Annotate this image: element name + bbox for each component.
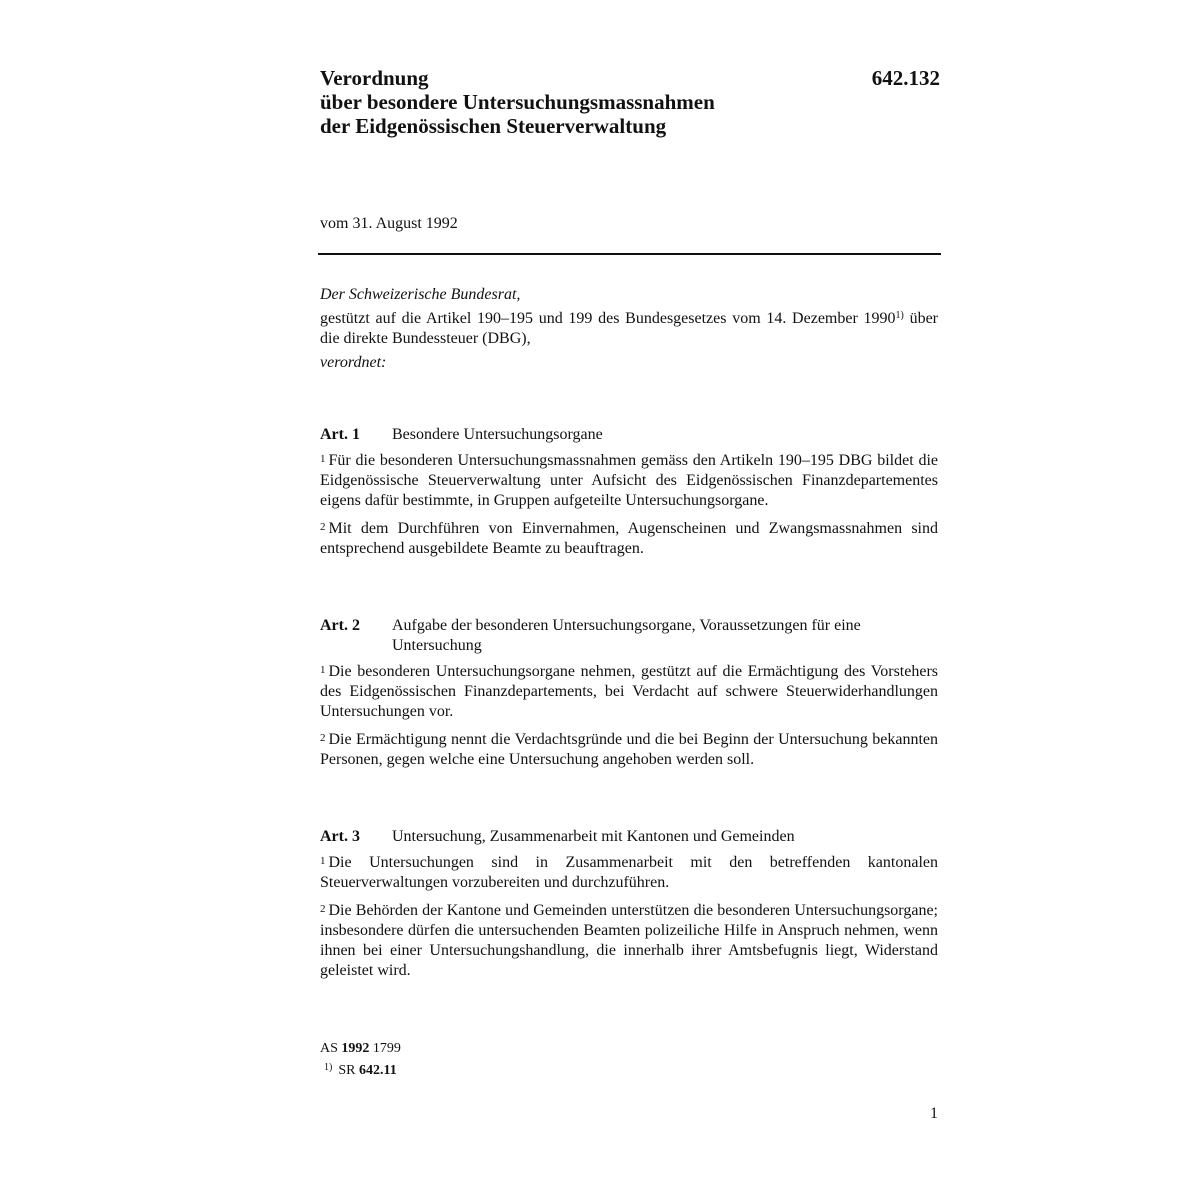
paragraph-number: 2	[320, 903, 326, 915]
header-divider	[318, 253, 941, 255]
preamble-basis-text: gestützt auf die Artikel 190–195 und 199 des Bundesgesetzes vom 14. Dezember 1990	[320, 310, 896, 327]
article-title: Untersuchung, Zusammenarbeit mit Kantonen und Gemeinden	[392, 828, 795, 845]
sr-prefix: SR	[338, 1063, 356, 1078]
paragraph-text: Für die besonderen Untersuchungsmassnahmen gemäss den Artikeln 190–195 DBG bildet die Eidgenössische Steuerverwaltung unter Aufsicht des Eidgenössischen Finanzdepartementes eigens dafür bestimmte, in Gruppen aufgeteilte Untersuchungsorgane.	[320, 452, 938, 509]
preamble-authority: Der Schweizerische Bundesrat,	[320, 286, 521, 303]
paragraph-number: 1	[320, 855, 326, 867]
paragraph-text: Die Untersuchungen sind in Zusammenarbeit mit den betreffenden kantonalen Steuerverwaltungen vorzubereiten und durchzuführen.	[320, 854, 938, 891]
as-year: 1992	[341, 1041, 370, 1056]
title-line-3: der Eidgenössischen Steuerverwaltung	[320, 114, 667, 138]
preamble	[320, 285, 938, 377]
article-paragraph	[320, 899, 938, 981]
article-number: Art. 2	[320, 617, 360, 634]
article-paragraph	[320, 449, 938, 511]
article-number: Art. 1	[320, 426, 360, 443]
article-heading	[320, 827, 938, 847]
page-number: 1	[930, 1105, 938, 1122]
sr-number: 642.132	[871, 66, 940, 90]
paragraph-number: 1	[320, 664, 326, 676]
sr-reference: 642.11	[358, 1063, 397, 1078]
paragraph-text: Mit dem Durchführen von Einvernahmen, Augenscheinen und Zwangsmassnahmen sind entsprechend ausgebildete Beamte zu beauftragen.	[320, 520, 938, 557]
article-number: Art. 3	[320, 828, 360, 845]
enactment-date: vom 31. August 1992	[320, 215, 458, 232]
official-compilation-ref	[320, 1039, 401, 1058]
preamble-basis-text-end: über die direkte Bundessteuer (DBG),	[320, 310, 938, 347]
article-1	[320, 425, 938, 565]
as-page: 1799	[372, 1041, 401, 1056]
title-line-2: über besondere Untersuchungsmassnahmen	[320, 90, 715, 114]
paragraph-text: Die besonderen Untersuchungsorgane nehmen, gestützt auf die Ermächtigung des Vorstehers des Eidgenössischen Finanzdepartements, bei Verdacht auf schwere Steuerwiderhandlungen Untersuchungen vor.	[320, 663, 938, 720]
article-paragraph	[320, 660, 938, 722]
paragraph-text: Die Ermächtigung nennt die Verdachtsgründe und die bei Beginn der Untersuchung bekannten Personen, gegen welche eine Untersuchung angehoben werden soll.	[320, 731, 938, 768]
article-2	[320, 616, 938, 776]
preamble-footnote-mark: 1)	[895, 310, 904, 321]
footnotes	[320, 1039, 401, 1080]
paragraph-number: 1	[320, 453, 326, 465]
article-title: Aufgabe der besonderen Untersuchungsorgane, Voraussetzungen für eine Untersuchung	[392, 617, 861, 654]
preamble-basis	[320, 309, 938, 349]
document-page	[320, 0, 940, 1200]
article-paragraph	[320, 517, 938, 559]
article-heading	[320, 616, 938, 656]
article-paragraph	[320, 728, 938, 770]
article-3	[320, 827, 938, 987]
footnote-1	[320, 1058, 401, 1080]
article-paragraph	[320, 851, 938, 893]
document-title	[320, 66, 840, 138]
paragraph-number: 2	[320, 732, 326, 744]
as-prefix: AS	[320, 1041, 338, 1056]
preamble-decree: verordnet:	[320, 354, 387, 371]
paragraph-number: 2	[320, 521, 326, 533]
article-heading	[320, 425, 938, 445]
footnote-mark: 1)	[324, 1062, 333, 1073]
paragraph-text: Die Behörden der Kantone und Gemeinden unterstützen die besonderen Untersuchungsorgane; insbesondere dürfen die untersuchenden Beamten polizeiliche Hilfe in Anspruch nehmen, wenn ihnen bei einer Untersuchungshandlung, die innerhalb ihrer Amtsbefugnis liegt, Widerstand geleistet wird.	[320, 902, 938, 979]
title-line-1: Verordnung	[320, 66, 429, 90]
article-title: Besondere Untersuchungsorgane	[392, 426, 603, 443]
